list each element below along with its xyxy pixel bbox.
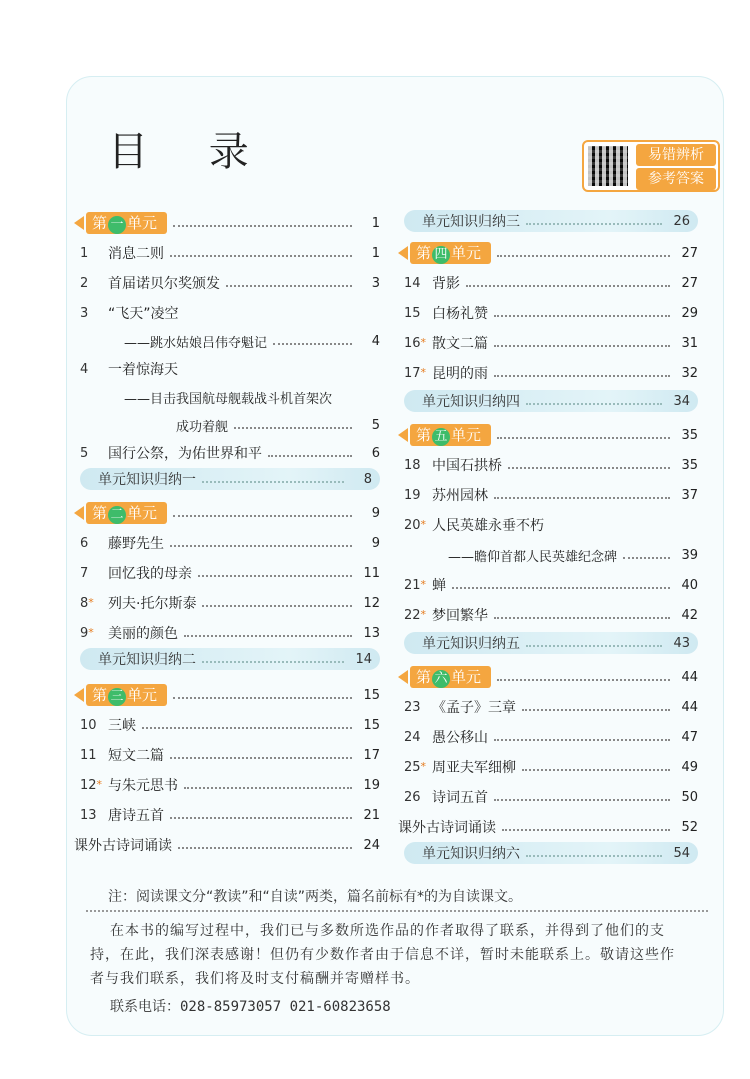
unit-label: 第 二 单元 xyxy=(86,502,167,524)
page-number: 32 xyxy=(681,365,698,381)
entry-title: 单元知识归纳五 xyxy=(422,636,520,652)
entry-number: 7 xyxy=(80,565,89,581)
dot-leader xyxy=(494,617,670,619)
contact-phone: 联系电话：028-85973057 021-60823658 xyxy=(110,999,391,1015)
page-number: 34 xyxy=(673,393,690,409)
dot-leader xyxy=(494,739,670,741)
arrow-left-icon xyxy=(74,506,84,520)
entry-title: “飞天”凌空 xyxy=(108,306,179,322)
toc-entry[interactable] xyxy=(80,356,380,382)
footer-divider xyxy=(86,910,708,912)
unit-label: 第 五 单元 xyxy=(410,424,491,446)
page-number: 27 xyxy=(681,245,698,261)
page-number: 26 xyxy=(673,213,690,229)
toc-unit-summary[interactable] xyxy=(80,648,380,670)
toc-entry[interactable] xyxy=(404,360,698,386)
toc-entry[interactable] xyxy=(80,742,380,768)
unit-label: 第 三 单元 xyxy=(86,684,167,706)
entry-number: 26 xyxy=(404,789,421,805)
dot-leader xyxy=(202,481,344,483)
toc-entry[interactable] xyxy=(398,814,698,840)
dot-leader xyxy=(526,223,662,225)
toc-entry[interactable] xyxy=(80,240,380,266)
page-number: 37 xyxy=(681,487,698,503)
entry-title: ——目击我国航母舰载战斗机首架次 xyxy=(124,391,333,407)
unit-number-badge: 五 xyxy=(432,428,450,446)
arrow-left-icon xyxy=(398,670,408,684)
toc-entry-subtitle[interactable] xyxy=(176,412,380,438)
entry-title: 梦回繁华 xyxy=(432,608,488,624)
entry-title: 人民英雄永垂不朽 xyxy=(432,518,544,534)
dot-leader xyxy=(623,557,670,559)
toc-entry[interactable] xyxy=(404,270,698,296)
toc-unit-heading[interactable] xyxy=(74,500,380,526)
page-number: 13 xyxy=(363,625,380,641)
toc-unit-heading[interactable] xyxy=(74,210,380,236)
entry-number: 22* xyxy=(404,607,427,623)
toc-entry[interactable] xyxy=(80,772,380,798)
page-number: 12 xyxy=(363,595,380,611)
arrow-left-icon xyxy=(398,246,408,260)
entry-number: 17* xyxy=(404,365,427,381)
entry-number: 21* xyxy=(404,577,427,593)
dot-leader xyxy=(184,787,352,789)
self-study-star-icon: * xyxy=(88,595,94,609)
toc-entry[interactable] xyxy=(404,602,698,628)
arrow-left-icon xyxy=(74,216,84,230)
page-number: 47 xyxy=(681,729,698,745)
page-number: 3 xyxy=(371,275,380,291)
entry-title: 藤野先生 xyxy=(108,536,164,552)
entry-title: 《孟子》三章 xyxy=(432,700,516,716)
entry-number: 1 xyxy=(80,245,89,261)
entry-number: 3 xyxy=(80,305,89,321)
entry-title: 背影 xyxy=(432,276,460,292)
dot-leader xyxy=(268,455,352,457)
entry-title: 中国石拱桥 xyxy=(432,458,502,474)
dot-leader xyxy=(494,799,670,801)
entry-title: 国行公祭，为佑世界和平 xyxy=(108,446,262,462)
entry-title: 回忆我的母亲 xyxy=(108,566,192,582)
dot-leader xyxy=(497,255,670,257)
self-study-star-icon: * xyxy=(420,607,427,621)
toc-entry[interactable] xyxy=(80,560,380,586)
toc-entry[interactable] xyxy=(80,712,380,738)
page-number: 6 xyxy=(371,445,380,461)
toc-entry[interactable] xyxy=(80,530,380,556)
toc-unit-summary[interactable] xyxy=(80,468,380,490)
entry-title: 愚公移山 xyxy=(432,730,488,746)
entry-number: 5 xyxy=(80,445,89,461)
entry-title: ——瞻仰首都人民英雄纪念碑 xyxy=(448,549,618,565)
page-number: 35 xyxy=(681,457,698,473)
dot-leader xyxy=(522,709,670,711)
page-number: 42 xyxy=(681,607,698,623)
self-study-star-icon: * xyxy=(96,777,103,791)
toc-entry-subtitle[interactable] xyxy=(124,328,380,354)
dot-leader xyxy=(494,497,670,499)
page-number: 17 xyxy=(363,747,380,763)
dot-leader xyxy=(173,225,352,227)
dot-leader xyxy=(170,545,352,547)
toc-entry[interactable] xyxy=(404,512,698,538)
unit-label: 第 六 单元 xyxy=(410,666,491,688)
page-number: 9 xyxy=(371,505,380,521)
toc-entry[interactable] xyxy=(404,330,698,356)
page-number: 44 xyxy=(681,699,698,715)
entry-title: 短文二篇 xyxy=(108,748,164,764)
page-number: 9 xyxy=(371,535,380,551)
toc-entry-subtitle[interactable] xyxy=(124,384,380,410)
entry-title: 诗词五首 xyxy=(432,790,488,806)
footer-paragraph-line: 持，在此，我们深表感谢！但仍有少数作者由于信息不详，暂时未能联系上。敬请这些作 xyxy=(90,947,675,963)
toc-entry[interactable] xyxy=(404,572,698,598)
entry-title: 单元知识归纳六 xyxy=(422,846,520,862)
dot-leader xyxy=(226,285,352,287)
toc-entry[interactable] xyxy=(80,270,380,296)
entry-number: 16* xyxy=(404,335,427,351)
unit-number-badge: 二 xyxy=(108,506,126,524)
toc-entry[interactable] xyxy=(404,754,698,780)
dot-leader xyxy=(173,515,352,517)
page-number: 4 xyxy=(371,333,380,349)
entry-title: 消息二则 xyxy=(108,246,164,262)
dot-leader xyxy=(170,255,352,257)
entry-number: 23 xyxy=(404,699,421,715)
page-number: 27 xyxy=(681,275,698,291)
entry-number: 20* xyxy=(404,517,427,533)
page-number: 54 xyxy=(673,845,690,861)
entry-title: 周亚夫军细柳 xyxy=(432,760,516,776)
page-number: 35 xyxy=(681,427,698,443)
entry-title: 单元知识归纳四 xyxy=(422,394,520,410)
page-number: 1 xyxy=(371,245,380,261)
entry-title: 三峡 xyxy=(108,718,136,734)
toc-entry[interactable] xyxy=(404,452,698,478)
toc-entry-subtitle[interactable] xyxy=(448,542,698,568)
toc-unit-heading[interactable] xyxy=(398,664,698,690)
entry-number: 4 xyxy=(80,361,89,377)
unit-label: 第 一 单元 xyxy=(86,212,167,234)
toc-unit-summary[interactable] xyxy=(404,632,698,654)
entry-number: 15 xyxy=(404,305,421,321)
qr-code-box[interactable] xyxy=(582,140,720,192)
toc-entry[interactable] xyxy=(404,784,698,810)
page-number: 15 xyxy=(363,687,380,703)
dot-leader xyxy=(497,437,670,439)
toc-entry[interactable] xyxy=(80,590,380,616)
dot-leader xyxy=(234,427,352,429)
toc-entry[interactable] xyxy=(80,300,380,326)
dot-leader xyxy=(273,343,352,345)
dot-leader xyxy=(170,757,352,759)
entry-number: 2 xyxy=(80,275,89,291)
dot-leader xyxy=(494,345,670,347)
entry-title: 课外古诗词诵读 xyxy=(74,838,172,854)
unit-number-badge: 一 xyxy=(108,216,126,234)
self-study-star-icon: * xyxy=(420,365,427,379)
qr-label-answers: 参考答案 xyxy=(636,168,716,190)
toc-entry[interactable] xyxy=(404,300,698,326)
page-number: 14 xyxy=(355,651,372,667)
unit-label: 第 四 单元 xyxy=(410,242,491,264)
toc-entry[interactable] xyxy=(80,440,380,466)
toc-unit-summary[interactable] xyxy=(404,210,698,232)
entry-number: 25* xyxy=(404,759,427,775)
page-number: 44 xyxy=(681,669,698,685)
page-number: 43 xyxy=(673,635,690,651)
entry-title: 白杨礼赞 xyxy=(432,306,488,322)
unit-number-badge: 三 xyxy=(108,688,126,706)
entry-title: 与朱元思书 xyxy=(108,778,178,794)
toc-entry[interactable] xyxy=(80,802,380,828)
dot-leader xyxy=(494,375,670,377)
dot-leader xyxy=(522,769,670,771)
entry-number: 19 xyxy=(404,487,421,503)
dot-leader xyxy=(198,575,352,577)
unit-number-badge: 四 xyxy=(432,246,450,264)
page-title: 目 录 xyxy=(108,129,273,175)
toc-unit-heading[interactable] xyxy=(74,682,380,708)
toc-entry[interactable] xyxy=(74,832,380,858)
entry-title: 苏州园林 xyxy=(432,488,488,504)
footer-paragraph-line: 在本书的编写过程中，我们已与多数所选作品的作者取得了联系，并得到了他们的支 xyxy=(110,923,665,939)
page-number: 39 xyxy=(681,547,698,563)
dot-leader xyxy=(508,467,670,469)
entry-title: 首届诺贝尔奖颁发 xyxy=(108,276,220,292)
dot-leader xyxy=(184,635,352,637)
entry-title: 课外古诗词诵读 xyxy=(398,820,496,836)
toc-unit-heading[interactable] xyxy=(398,240,698,266)
page-number: 8 xyxy=(363,471,372,487)
footer-paragraph-line: 者与我们联系，我们将及时支付稿酬并寄赠样书。 xyxy=(90,971,420,987)
entry-title: 散文二篇 xyxy=(432,336,488,352)
dot-leader xyxy=(202,661,344,663)
toc-entry[interactable] xyxy=(80,620,380,646)
entry-title: 单元知识归纳二 xyxy=(98,652,196,668)
entry-title: 一着惊海天 xyxy=(108,362,178,378)
self-study-star-icon: * xyxy=(420,759,427,773)
page-number: 11 xyxy=(363,565,380,581)
entry-number: 18 xyxy=(404,457,421,473)
dot-leader xyxy=(202,605,352,607)
footer-note: 注：阅读课文分“教读”和“自读”两类，篇名前标有*的为自读课文。 xyxy=(108,889,523,905)
page-number: 52 xyxy=(681,819,698,835)
entry-number: 12* xyxy=(80,777,103,793)
self-study-star-icon: * xyxy=(88,625,94,639)
entry-title: 蝉 xyxy=(432,578,446,594)
page-number: 29 xyxy=(681,305,698,321)
self-study-star-icon: * xyxy=(420,517,427,531)
entry-number: 8* xyxy=(80,595,94,611)
page-number: 31 xyxy=(681,335,698,351)
unit-number-badge: 六 xyxy=(432,670,450,688)
qr-code-icon[interactable] xyxy=(588,146,628,186)
entry-number: 10 xyxy=(80,717,97,733)
self-study-star-icon: * xyxy=(420,577,427,591)
dot-leader xyxy=(526,403,662,405)
page-number: 19 xyxy=(363,777,380,793)
entry-title: 昆明的雨 xyxy=(432,366,488,382)
arrow-left-icon xyxy=(74,688,84,702)
dot-leader xyxy=(526,645,662,647)
dot-leader xyxy=(170,817,352,819)
dot-leader xyxy=(494,315,670,317)
page-number: 21 xyxy=(363,807,380,823)
toc-unit-summary[interactable] xyxy=(404,390,698,412)
dot-leader xyxy=(178,847,352,849)
page-number: 24 xyxy=(363,837,380,853)
dot-leader xyxy=(452,587,670,589)
qr-label-error-analysis: 易错辨析 xyxy=(636,144,716,166)
dot-leader xyxy=(526,855,662,857)
page-number: 1 xyxy=(371,215,380,231)
page-number: 49 xyxy=(681,759,698,775)
page-number: 50 xyxy=(681,789,698,805)
toc-entry[interactable] xyxy=(404,724,698,750)
entry-title: 成功着舰 xyxy=(176,419,229,435)
entry-title: 单元知识归纳三 xyxy=(422,214,520,230)
entry-title: 美丽的颜色 xyxy=(108,626,178,642)
entry-number: 14 xyxy=(404,275,421,291)
page-number: 5 xyxy=(371,417,380,433)
entry-title: 单元知识归纳一 xyxy=(98,472,196,488)
dot-leader xyxy=(142,727,352,729)
entry-number: 6 xyxy=(80,535,89,551)
entry-number: 24 xyxy=(404,729,421,745)
entry-title: ——跳水姑娘吕伟夺魁记 xyxy=(124,335,268,351)
entry-title: 列夫·托尔斯泰 xyxy=(108,596,197,612)
entry-number: 13 xyxy=(80,807,97,823)
toc-entry[interactable] xyxy=(404,694,698,720)
entry-title: 唐诗五首 xyxy=(108,808,164,824)
page-number: 15 xyxy=(363,717,380,733)
toc-unit-heading[interactable] xyxy=(398,422,698,448)
page-number: 40 xyxy=(681,577,698,593)
dot-leader xyxy=(173,697,352,699)
toc-unit-summary[interactable] xyxy=(404,842,698,864)
dot-leader xyxy=(502,829,670,831)
toc-entry[interactable] xyxy=(404,482,698,508)
dot-leader xyxy=(466,285,670,287)
entry-number: 11 xyxy=(80,747,97,763)
dot-leader xyxy=(497,679,670,681)
arrow-left-icon xyxy=(398,428,408,442)
self-study-star-icon: * xyxy=(420,335,427,349)
entry-number: 9* xyxy=(80,625,94,641)
